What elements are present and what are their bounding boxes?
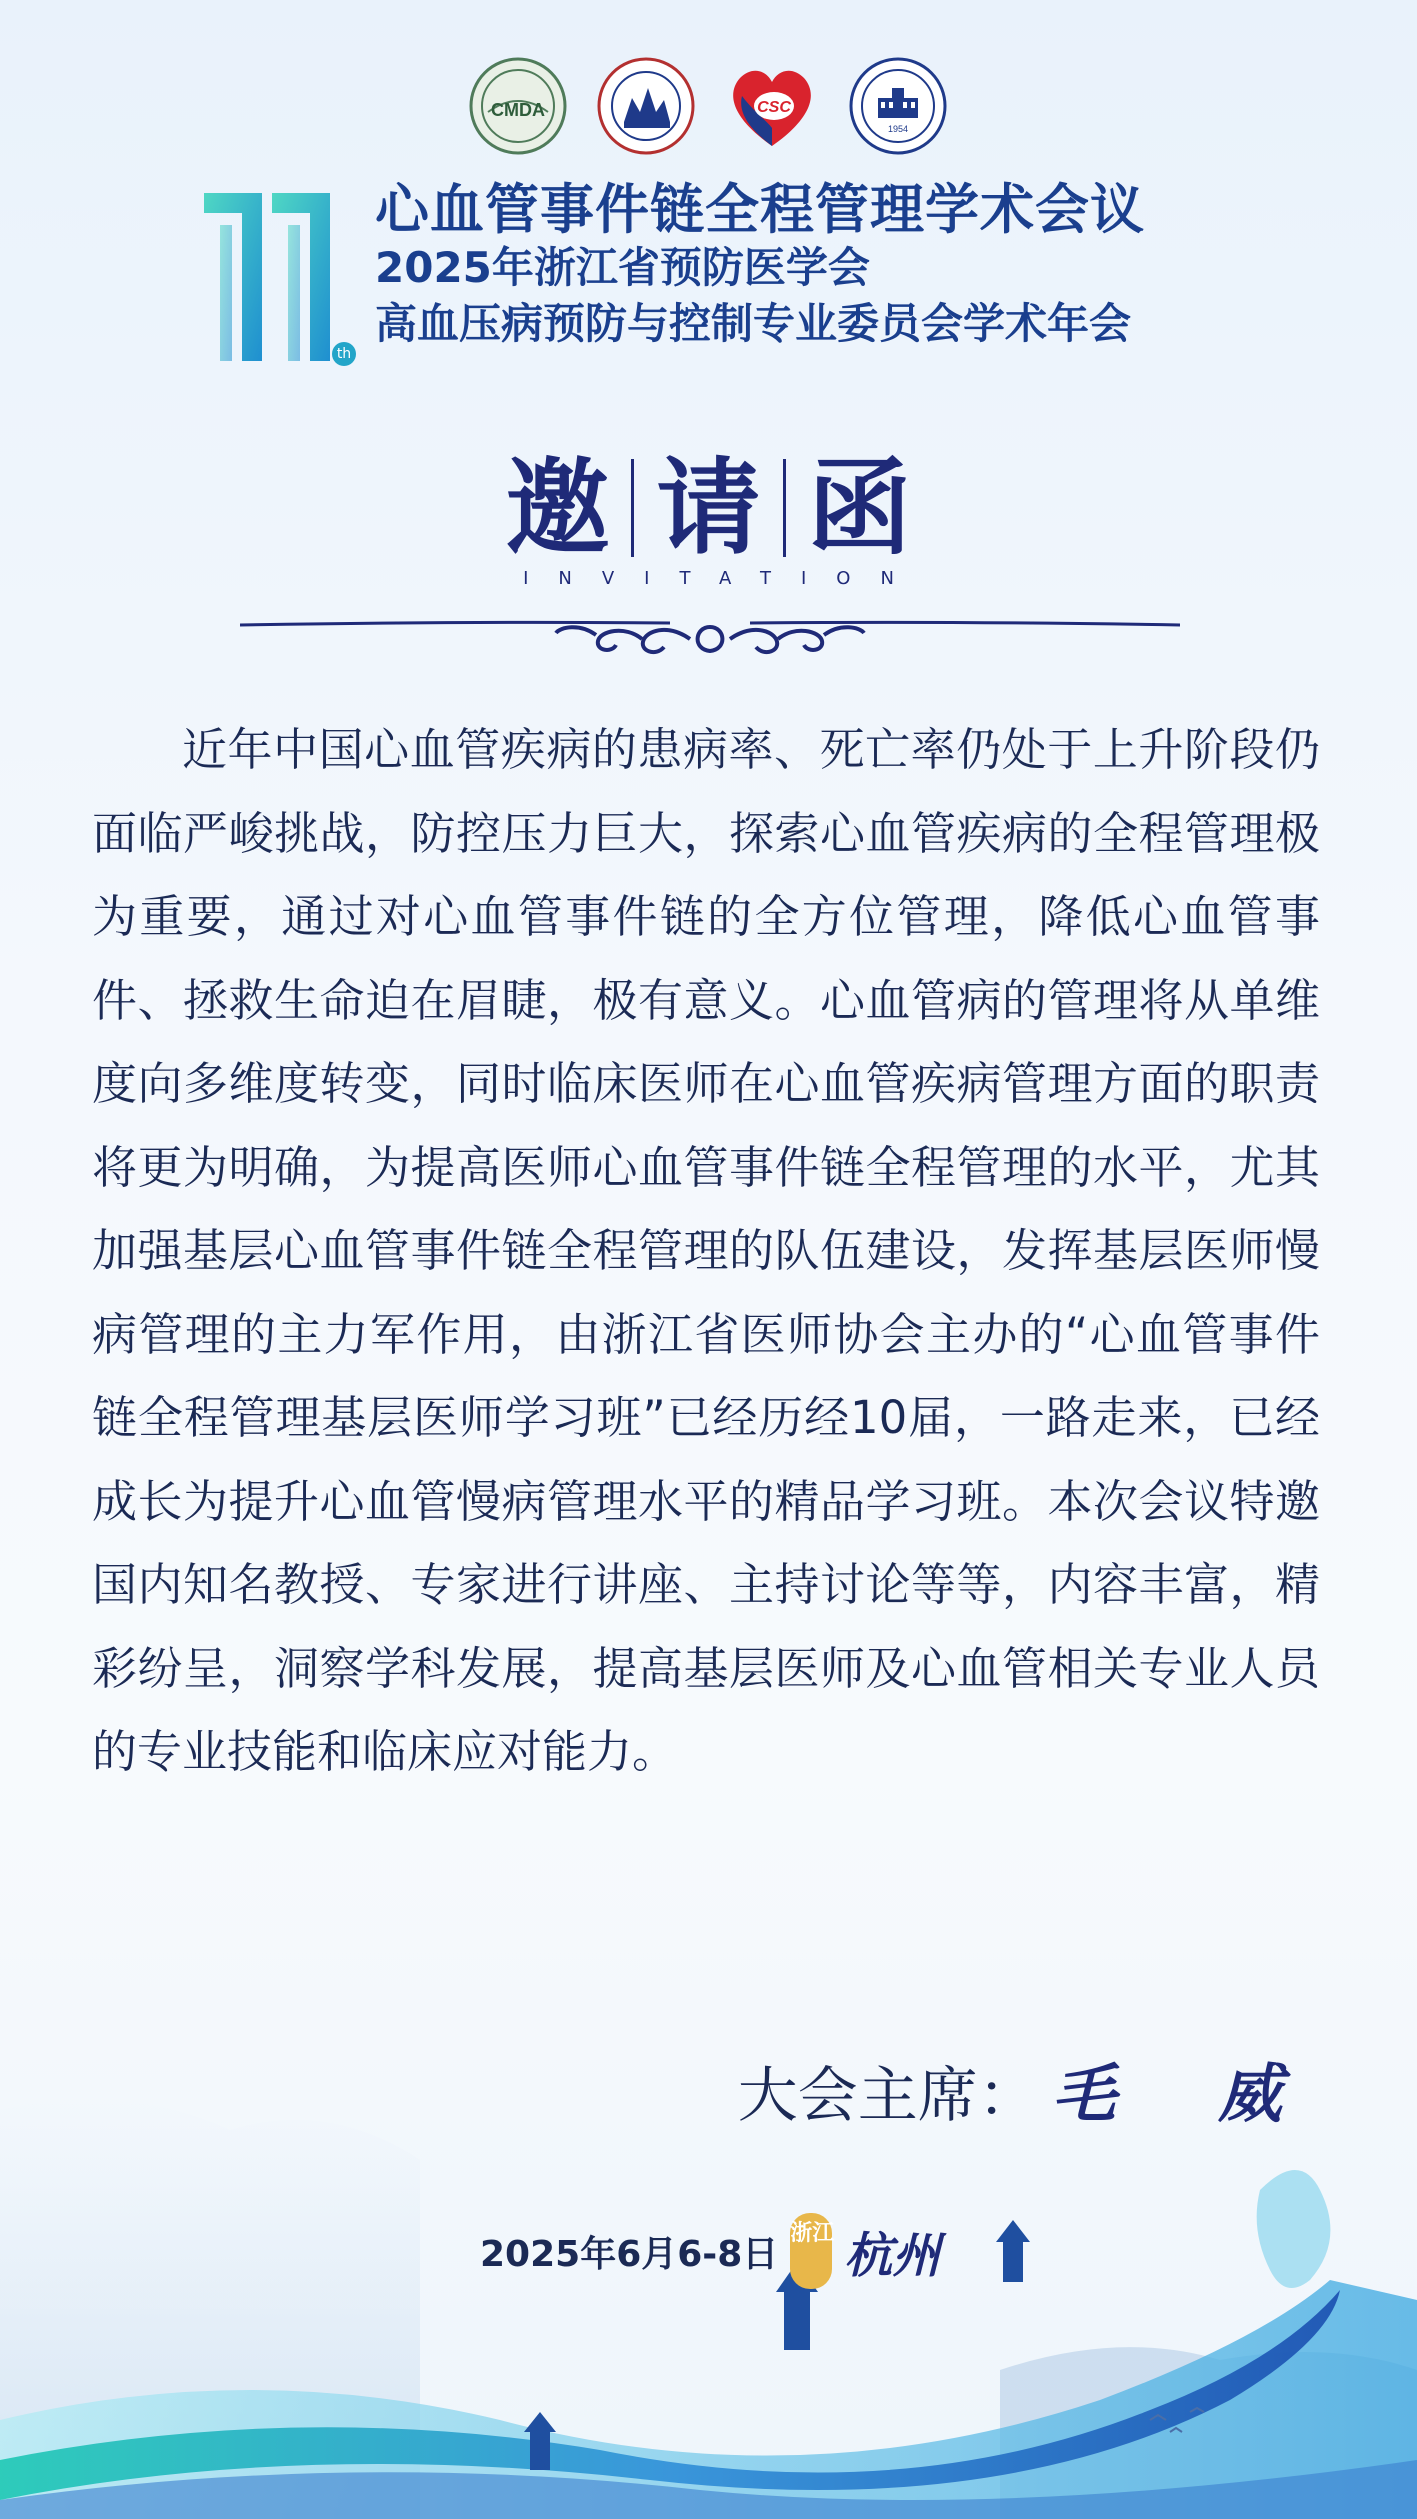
invitation-title [483,448,933,568]
chairman-name: 毛 威 [1051,2057,1322,2132]
edition-suffix: th [332,342,356,366]
ornamental-divider [240,605,1180,675]
body-paragraph: 近年中国心血管疾病的患病率、死亡率仍处于上升阶段仍面临严峻挑战，防控压力巨大，探索心血管疾病的全程管理极为重要，通过对心血管事件链的全方位管理，降低心血管事件、拯救生命迫在眉睫，极有意义。心血管病的管理将从单维度向多维度转变，同时临床医师在心血管疾病管理方面的职责将更为明确，为提高医师心血管事件链全程管理的水平，尤其加强基层心血管事件链全程管理的队伍建设，发挥基层医师慢病管理的主力军作用，由浙江省医师协会主办的“心血管事件链全程管理基层医师学习班”已经历经10届，一路走来，已经成长为提升心血管慢病管理水平的精品学习班。本次会议特邀国内知名教授、专家进行讲座、主持讨论等等，内容丰富，精彩纷呈，洞察学科发展，提高基层医师及心血管相关专业人员的专业技能和临床应对能力。 [92,723,1320,1778]
csc-text: CSC [757,99,791,116]
cmda-text: CMDA [491,100,545,120]
zhejiang-seal: 浙江 [790,2213,832,2289]
title-line-1: 心血管事件链全程管理学术会议 [375,178,1145,241]
chairman-label: 大会主席： [737,2061,1038,2131]
event-city: 杭州 [844,2227,941,2284]
zhejiang-preventive-medicine-logo [596,56,696,156]
invitation-char-3: 函 [807,446,912,569]
event-date: 2025年6月6-8日 [480,2233,779,2275]
csc-heart-logo [722,56,822,156]
cmda-logo [468,56,568,156]
invitation-char-2: 请 [656,446,761,569]
event-date-location [480,2213,940,2289]
title-line-2: 2025年浙江省预防医学会 [375,243,870,292]
invitation-char-1: 邀 [505,446,610,569]
title-line-3: 高血压病预防与控制专业委员会学术年会 [375,299,1132,348]
hospital-year: 1954 [887,124,909,134]
edition-number-11 [200,185,355,365]
invitation-heading [0,448,1417,589]
invitation-subtitle: INVITATION [523,568,924,589]
zhejiang-hospital-logo [848,56,948,156]
svg-text:11: 11 [200,185,202,186]
logo-row [0,56,1417,162]
invitation-body [92,708,1320,1794]
conference-header [200,180,1200,370]
conference-titles [375,180,1145,352]
